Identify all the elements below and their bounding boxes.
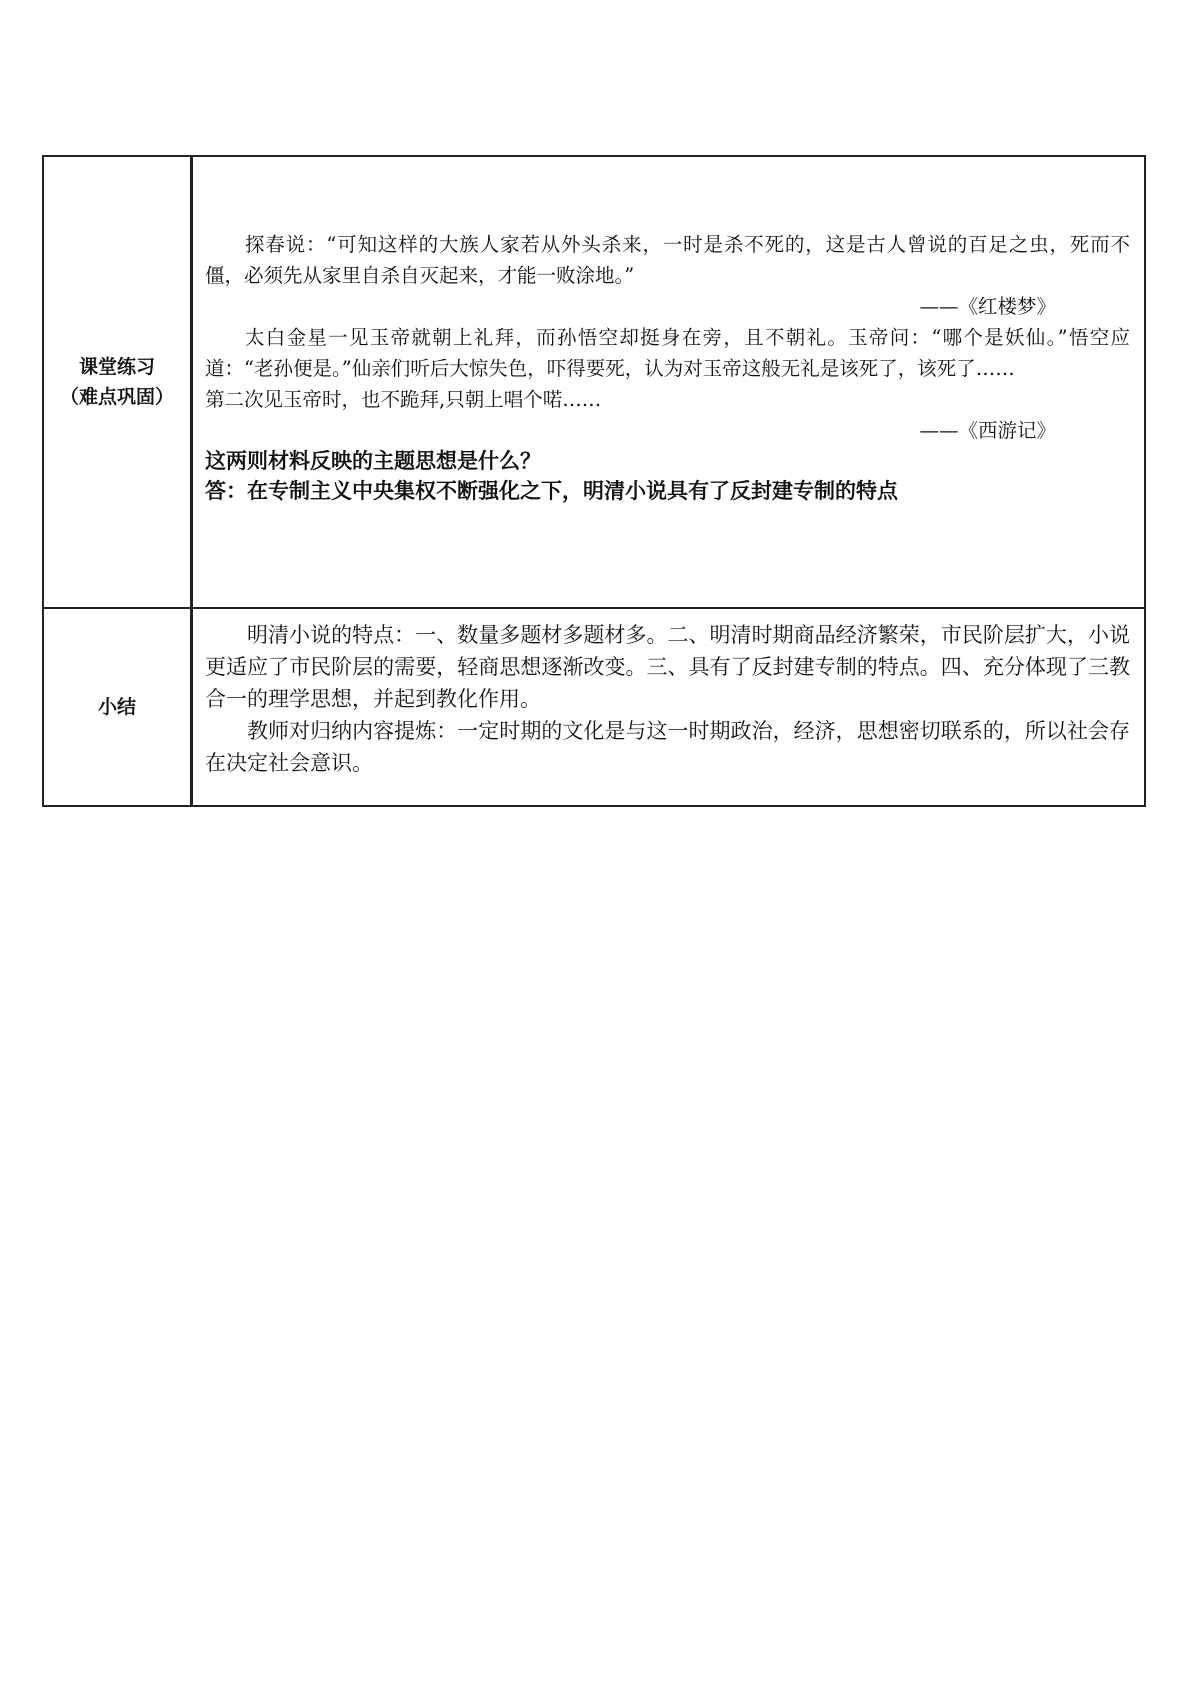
summary-characteristics: 明清小说的特点：一、数量多题材多题材多。二、明清时期商品经济繁荣，市民阶层扩大，小说更适应了市民阶层的需要，轻商思想逐渐改变。三、具有了反封建专制的特点。四、充分体现了三教合一的理学思想，并起到教化作用。 [205, 623, 1130, 711]
lesson-table [42, 155, 1146, 807]
practice-label-title: 课堂练习 [78, 356, 155, 378]
practice-answer: 答：在专制主义中央集权不断强化之下，明清小说具有了反封建专制的特点 [205, 479, 898, 503]
practice-label-cell [43, 156, 192, 608]
xiyouji-excerpt: 太白金星一见玉帝就朝上礼拜，而孙悟空却挺身在旁，且不朝礼。玉帝问：“哪个是妖仙。”悟空应道：“老孙便是。”仙亲们听后大惊失色，吓得要死，认为对玉帝这般无礼是该死了，该死了…… [205, 326, 1130, 380]
xiyouji-source: ——《西游记》 [919, 419, 1056, 442]
summary-row [43, 608, 1145, 806]
summary-label-cell [43, 608, 192, 806]
practice-content-cell [192, 156, 1146, 608]
practice-row [43, 156, 1145, 608]
hongloumeng-excerpt: 探春说：“可知这样的大族人家若从外头杀来，一时是杀不死的，这是古人曾说的百足之虫，死而不僵，必须先从家里自杀自灭起来，才能一败涂地。” [205, 233, 1130, 287]
practice-label-subtitle: （难点巩固） [59, 386, 174, 408]
summary-teacher-note: 教师对归纳内容提炼：一定时期的文化是与这一时期政治，经济，思想密切联系的，所以社会存在决定社会意识。 [205, 719, 1130, 775]
summary-content-cell [192, 608, 1146, 806]
practice-question: 这两则材料反映的主题思想是什么？ [205, 449, 541, 473]
xiyouji-excerpt-continued: 第二次见玉帝时，也不跪拜,只朝上唱个喏…… [205, 388, 602, 411]
summary-label: 小结 [97, 696, 136, 718]
hongloumeng-source: ——《红楼梦》 [919, 295, 1056, 318]
